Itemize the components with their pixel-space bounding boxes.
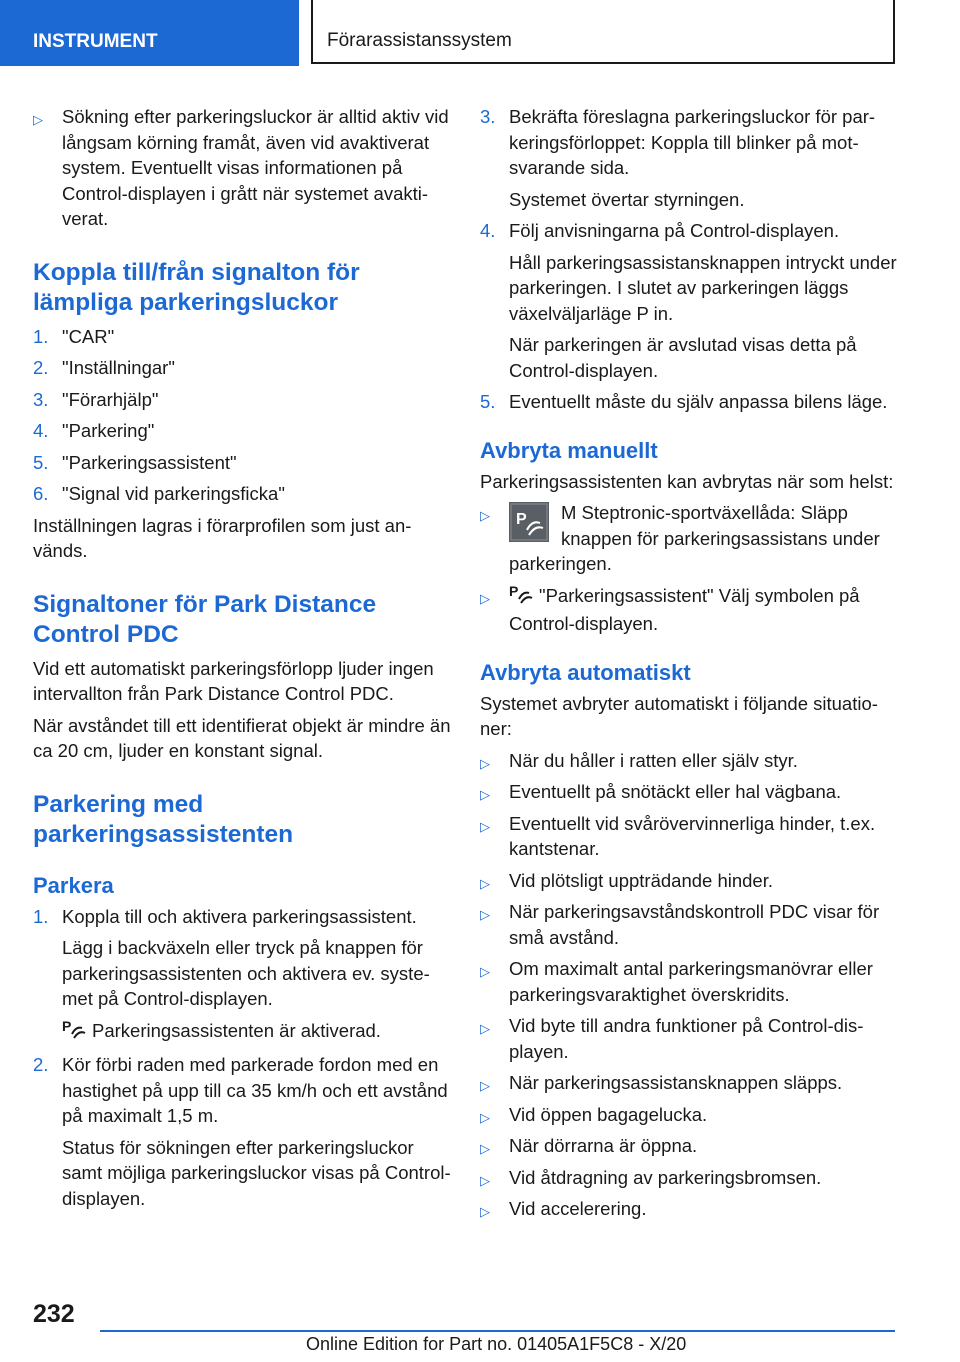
list-item [480,811,900,862]
manual-paragraph: Parkeringsassistenten kan avbrytas när som helst: [480,470,894,492]
step-text: "CAR" [62,325,115,347]
step-text: "Signal vid parkeringsficka" [62,483,285,504]
list-item [480,500,900,577]
auto-list-text: Om maximalt antal parkeringsmanövrar eller parkeringsvaraktighet överskridits. [509,958,873,1005]
list-item [480,1196,900,1222]
page-number: 232 [33,1300,75,1328]
right-column [480,104,900,1228]
list-item [480,389,900,415]
list-item [480,104,900,181]
pdc-paragraph-2: När avståndet till ett identifierat objekt är mindre än ca 20 cm, ljuder en konstant signal. [33,714,451,761]
step-text: "Förarhjälp" [62,388,159,410]
list-item [480,1165,900,1191]
heading-parking: Parkering med parkeringsassistenten [33,790,294,848]
step-number: 6. [33,483,49,504]
triangle-bullet-icon: ▷ [480,755,490,771]
park-step-2-sub: Status för sökningen efter parkeringsluckor samt möjliga parkeringsluckor visas på Control-displayen. [62,1136,451,1209]
list-item [480,956,900,1007]
list-item [33,904,451,930]
triangle-bullet-icon: ▷ [480,1172,490,1188]
triangle-bullet-icon: ▷ [480,818,490,834]
steps-list [33,324,451,507]
step-number: 3. [33,388,49,410]
auto-list-text: När parkeringsavståndskontroll PDC visar för små avstånd. [509,901,880,948]
heading-signal: Koppla till/från signalton för lämpliga parkeringsluckor [33,258,360,316]
step-5: Eventuellt måste du själv anpassa bilens läge. [509,391,888,412]
triangle-bullet-icon: ▷ [480,1109,490,1125]
step-number: 4. [480,220,496,241]
heading-pdc: Signaltoner för Park Distance Control PDC [33,590,377,648]
section-tab: INSTRUMENT [0,0,299,66]
auto-list-text: När parkeringsassistansknappen släpps. [509,1072,843,1093]
step-4: Följ anvisningarna på Control-displayen. [509,220,840,241]
list-item [480,748,900,774]
left-column [33,104,451,1217]
step-number: 5. [480,391,496,412]
list-item [33,355,451,381]
auto-list-text: Vid byte till andra funktioner på Control-displayen. [509,1015,864,1062]
triangle-bullet-icon: ▷ [480,1204,490,1219]
list-item [33,324,451,350]
auto-list-text: När du håller i ratten eller själv styr. [509,749,798,771]
svg-text:P: P [509,582,519,599]
list-item [480,868,900,894]
list-item [33,104,451,232]
step-3: Bekräfta föreslagna parkeringsluckor för parkeringsförloppet: Koppla till blinker på motsvarande sida. [509,106,876,178]
pdc-paragraph-1: Vid ett automatiskt parkeringsförlopp ljuder ingen intervallton från Park Distance Control PDC. [33,657,434,704]
auto-list [480,748,900,1222]
triangle-bullet-icon: ▷ [33,112,43,127]
list-item [480,583,900,637]
park-step-2: Kör förbi raden med parkerade fordon med en hastighet på upp till ca 35 km/h och ett avstånd på maximalt 1,5 m. [62,1054,448,1126]
triangle-bullet-icon: ▷ [480,1141,490,1156]
footer-divider [100,1330,895,1332]
step-4-sub-2: När parkeringen är avslutad visas detta på Control-displayen. [509,334,857,381]
step-text: "Inställningar" [62,357,175,378]
svg-text:P: P [62,1017,72,1034]
heading-parkera: Parkera [33,872,114,898]
footer-edition: Online Edition for Part no. 01405A1F5C8 - X/20 [306,1334,687,1354]
parking-assistant-icon [509,583,533,612]
list-item [480,1102,900,1128]
triangle-bullet-icon: ▷ [480,1021,490,1036]
parking-assistant-icon [62,1018,86,1047]
step-4-sub-1: Håll parkeringsassistansknappen intryckt under parkeringen. I slutet av parkeringen läggs växelväljarläge P in. [509,251,897,324]
list-item [33,481,451,507]
list-item [480,1133,900,1159]
triangle-bullet-icon: ▷ [480,964,490,979]
list-item [480,1070,900,1096]
auto-list-text: Eventuellt vid svårövervinnerliga hinder, t.ex. kantstenar. [509,812,876,859]
list-item [33,450,451,476]
park-step-1-icon-line [33,1018,451,1047]
step-number: 1. [33,905,49,927]
step-number: 2. [33,1054,49,1075]
auto-list-text: När dörrarna är öppna. [509,1135,698,1156]
saved-text: Inställningen lagras i förarprofilen som just används. [33,514,412,561]
list-item [33,1052,451,1129]
park-step-1: Koppla till och aktivera parkeringsassistent. [62,905,417,927]
list-item [33,387,451,413]
list-item [480,899,900,950]
auto-list-text: Vid plötsligt uppträdande hinder. [509,869,773,891]
heading-manual: Avbryta manuellt [480,437,658,463]
triangle-bullet-icon: ▷ [480,875,490,891]
list-item [33,418,451,444]
step-number: 5. [33,451,49,473]
park-step-1-sub: Lägg i backväxeln eller tryck på knappen för parkeringsassistenten och aktivera ev. systemet på Control-displayen. [62,937,430,1009]
parking-assist-button-icon [509,502,549,542]
svg-text:P: P [516,511,527,528]
step-number: 1. [33,325,49,347]
triangle-bullet-icon: ▷ [480,590,490,606]
step-number: 3. [480,106,496,127]
auto-list-text: Eventuellt på snötäckt eller hal vägbana. [509,781,842,802]
manual-bullet-1: M Steptronic-sportväxellåda: Släpp knappen för parkeringsassistans under parkeringen. [509,502,880,574]
auto-paragraph: Systemet avbryter automatiskt i följande situationer: [480,692,878,739]
triangle-bullet-icon: ▷ [480,907,490,922]
step-text: "Parkeringsassistent" [62,451,237,473]
auto-list-text: Vid öppen bagagelucka. [509,1103,708,1125]
triangle-bullet-icon: ▷ [480,787,490,802]
auto-list-text: Vid åtdragning av parkeringsbromsen. [509,1166,822,1188]
list-item [480,218,900,244]
auto-list-text: Vid accelerering. [509,1198,647,1219]
step-number: 2. [33,357,49,378]
park-step-1-icon-text: Parkeringsassistenten är aktiverad. [92,1019,381,1041]
chapter-title: Förarassistanssystem [311,0,895,64]
list-item [480,779,900,805]
step-number: 4. [33,420,49,441]
triangle-bullet-icon: ▷ [480,1078,490,1093]
step-3-sub: Systemet övertar styrningen. [509,188,745,210]
page-header [0,0,960,66]
intro-bullet-text: Sökning efter parkeringsluckor är alltid aktiv vid långsam körning framåt, även vid avaktiverat system. Eventuellt visas informationen på Control-displayen i grått när systemet avaktiverat. [62,106,449,229]
step-text: "Parkering" [62,420,155,441]
triangle-bullet-icon: ▷ [480,508,490,523]
heading-auto: Avbryta automatiskt [480,659,691,685]
list-item [480,1013,900,1064]
manual-bullet-2: "Parkeringsassistent" Välj symbolen på Control-displayen. [509,584,860,634]
